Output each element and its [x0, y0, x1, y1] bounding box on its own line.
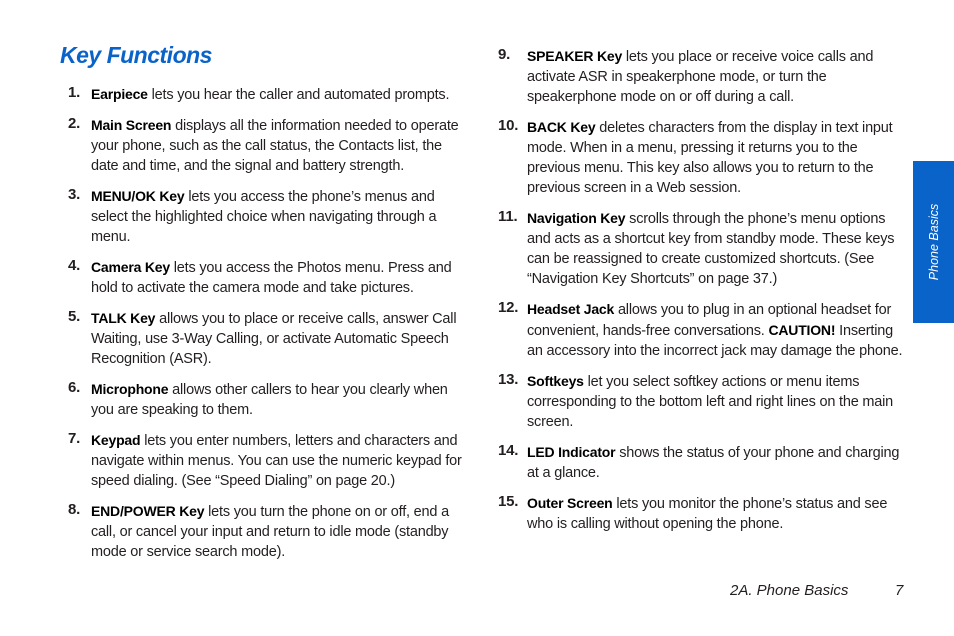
item-term: Navigation Key — [527, 210, 626, 226]
item-description: lets you hear the caller and automated prompts. — [147, 87, 450, 103]
list-item — [62, 430, 470, 491]
item-term: BACK Key — [527, 119, 596, 135]
item-number: 8. — [68, 501, 81, 518]
side-section-tab — [913, 161, 954, 323]
item-number: 15. — [498, 493, 519, 510]
list-item — [495, 208, 909, 289]
list-item — [495, 299, 909, 361]
item-number: 13. — [498, 371, 519, 388]
list-item — [62, 501, 470, 562]
item-term: Main Screen — [91, 117, 172, 133]
list-item — [62, 186, 470, 247]
item-description: lets you enter numbers, letters and characters and navigate within menus. You can use the numeric keypad for speed dialing. (See “Speed Dialing” on page 20.) — [91, 433, 462, 489]
right-column — [495, 46, 909, 544]
list-item — [62, 115, 470, 176]
item-description: displays all the information needed to operate your phone, such as the call status, the Contacts list, the date and time, and the signal and battery strength. — [91, 118, 459, 174]
list-item — [62, 84, 470, 105]
item-number: 14. — [498, 442, 519, 459]
item-description: shows the status of your phone and charging at a glance. — [527, 445, 900, 481]
item-description: deletes characters from the display in text input mode. When in a menu, pressing it returns you to the previous menu. This key also allows you to return to the previous screen in a Web session. — [527, 120, 893, 196]
item-term: Outer Screen — [527, 495, 613, 511]
item-term: SPEAKER Key — [527, 48, 623, 64]
item-number: 10. — [498, 117, 519, 134]
page-title: Key Functions — [60, 42, 212, 68]
item-number: 1. — [68, 84, 81, 101]
item-term: LED Indicator — [527, 444, 616, 460]
item-term: Microphone — [91, 381, 169, 397]
list-item — [495, 371, 909, 432]
item-description: lets you access the phone’s menus and select the highlighted choice when navigating through a menu. — [91, 189, 437, 245]
list-item — [495, 117, 909, 198]
footer-section-title: 2A. Phone Basics — [730, 582, 849, 599]
list-item — [62, 379, 470, 420]
footer-page-number: 7 — [895, 582, 904, 599]
item-number: 9. — [498, 46, 511, 63]
item-description: lets you monitor the phone’s status and see who is calling without opening the phone. — [527, 496, 888, 532]
item-term: Earpiece — [91, 86, 148, 102]
list-item — [495, 46, 909, 107]
item-number: 5. — [68, 308, 81, 325]
item-term: Keypad — [91, 432, 141, 448]
list-item — [62, 257, 470, 298]
item-description: lets you access the Photos menu. Press and hold to activate the camera mode and take pictures. — [91, 260, 452, 296]
item-term: MENU/OK Key — [91, 188, 185, 204]
list-item — [495, 493, 909, 534]
item-description: allows other callers to hear you clearly when you are speaking to them. — [91, 382, 448, 418]
left-column — [62, 84, 470, 572]
item-term: Softkeys — [527, 373, 584, 389]
item-description: allows you to place or receive calls, answer Call Waiting, use 3-Way Calling, or activate Automatic Speech Recognition (ASR). — [91, 311, 457, 367]
item-description: scrolls through the phone’s menu options and acts as a shortcut key from standby mode. These keys can be reassigned to create customized shortcuts. (See “Navigation Key Shortcuts” on page 37.) — [527, 211, 895, 287]
item-description: lets you place or receive voice calls and activate ASR in speakerphone mode, or turn the speakerphone mode on or off during a call. — [527, 49, 874, 105]
item-number: 3. — [68, 186, 81, 203]
item-number: 11. — [498, 208, 518, 225]
list-item — [62, 308, 470, 369]
item-number: 2. — [68, 115, 81, 132]
item-term: TALK Key — [91, 310, 156, 326]
item-number: 12. — [498, 299, 519, 316]
list-item — [495, 442, 909, 483]
item-description: let you select softkey actions or menu items corresponding to the bottom left and right lines on the main screen. — [527, 374, 894, 430]
item-term: Headset Jack — [527, 301, 615, 317]
item-term: END/POWER Key — [91, 503, 205, 519]
item-number: 6. — [68, 379, 81, 396]
side-tab-label: Phone Basics — [926, 203, 941, 281]
caution-label: CAUTION! — [768, 322, 836, 338]
item-number: 4. — [68, 257, 81, 274]
item-description: lets you turn the phone on or off, end a call, or cancel your input and return to idle mode (standby mode or service search mode). — [91, 504, 449, 560]
item-description: allows you to plug in an optional headset for convenient, hands-free conversations. — [527, 302, 892, 339]
item-description-continued: Inserting an accessory into the incorrect jack may damage the phone. — [527, 323, 903, 359]
item-number: 7. — [68, 430, 81, 447]
item-term: Camera Key — [91, 259, 170, 275]
